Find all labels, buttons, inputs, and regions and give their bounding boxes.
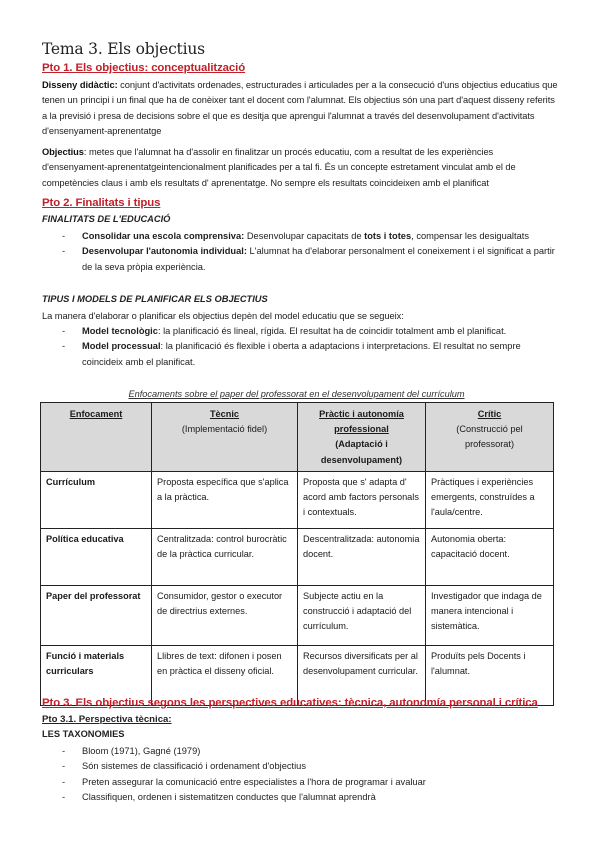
list-item	[62, 229, 562, 244]
table-cell: Proposta que s' adapta d' acord amb factors personals i contextuals.	[298, 471, 426, 528]
header-title: Enfocament	[69, 409, 123, 419]
header-subtitle: (Construcció pel professorat)	[456, 424, 523, 450]
list-item-text: Classifiquen, ordenen i sistematitzen conductes que l'alumnat aprendrà	[82, 791, 376, 802]
header-title: Pràctic i autonomía professional	[319, 409, 404, 435]
document-title: Tema 3. Els objectius	[42, 40, 205, 58]
list-item-text: Són sistemes de classificació i ordenament d'objectius	[82, 761, 306, 772]
header-title: Tècnic	[209, 409, 240, 419]
definition-disseny-didactic: conjunt d'activitats ordenades, estructurades i articulades per a la consecució d'uns objectius educatius que tenen un principi i un final que ha de conèixer tant el docent com l'alumnat. Els objectius són una part d'aquest disseny referits a la previsió i presa de decisions sobre el que es desitja que aprengui l'alumnat a través del desenvolupament d'activitats d'ensenyament-aprenentatge	[42, 80, 558, 136]
section-1-heading: Pto 1. Els objectius: conceptualització	[42, 62, 246, 74]
list-item	[62, 790, 562, 805]
table-header-row	[41, 403, 554, 472]
dash-bullet: -	[62, 746, 66, 756]
table-cell: Recursos diversificats per al desenvolupament curricular.	[298, 645, 426, 705]
dash-bullet: -	[62, 776, 66, 787]
table-cell: Descentralitzada: autonomia docent.	[298, 528, 426, 585]
list-item	[62, 324, 562, 339]
table-header-cell	[41, 403, 152, 472]
list-item-text: , compensar les desigualtats	[411, 231, 529, 241]
table-header-cell	[298, 403, 426, 472]
header-subtitle: (Adaptació i desenvolupament)	[320, 439, 403, 465]
definition-objectius: : metes que l'alumnat ha d'assolir en finalitzar un procés educatiu, com a resultat de les experiències d'ensenyament-aprenentatgeintencionalment planificades per a tal fi. És un concepte estretament vinculat amb el de competències claus i amb els resultats d' aprenentatge. No sempre els resultats coincideixen amb el planificat	[42, 147, 516, 188]
list-item	[62, 759, 562, 774]
tipus-intro: La manera d'elaborar o planificar els objectius depèn del model educatiu que se segueix:	[42, 311, 404, 321]
tipus-models-subheading: TIPUS I MODELS DE PLANIFICAR ELS OBJECTIUS	[42, 294, 268, 304]
term-objectius: Objectius	[42, 147, 84, 157]
table-row	[41, 528, 554, 585]
list-item	[62, 339, 562, 370]
table-cell: Centralitzada: control burocràtic de la pràctica curricular.	[152, 528, 298, 585]
section-3-heading: Pto 3. Els objectius segons les perspectives educatives: tècnica, autonomía personal i crítica	[42, 697, 538, 709]
finalitats-subheading: FINALITATS DE L'EDUCACIÓ	[42, 214, 171, 224]
table-header-cell	[152, 403, 298, 472]
header-subtitle: (Implementació fidel)	[181, 424, 268, 435]
taxonomies-subheading: LES TAXONOMIES	[42, 729, 125, 739]
list-item	[62, 244, 562, 275]
paragraph-disseny-didactic	[42, 78, 560, 139]
table-cell: Autonomia oberta: capacitació docent.	[426, 528, 554, 585]
table-caption: Enfocaments sobre el paper del professorat en el desenvolupament del currículum	[128, 389, 465, 399]
section-3-1-heading: Pto 3.1. Perspectiva tècnica:	[42, 714, 172, 725]
list-item	[62, 775, 562, 790]
list-item-term: Model tecnològic	[82, 326, 158, 336]
list-item-text: : la planificació és flexible i oberta a adaptacions i interpretacions. El resultat no sempre coincideix amb el planificat.	[82, 341, 521, 367]
finalitats-list	[62, 229, 562, 275]
table-cell: Consumidor, gestor o executor de directrius externes.	[152, 585, 298, 645]
taxonomies-list	[62, 744, 562, 805]
list-item-text: Desenvolupar capacitats de	[244, 231, 365, 241]
table-cell: Produïts pels Docents i l'alumnat.	[426, 645, 554, 705]
table-row	[41, 585, 554, 645]
list-item-term: Desenvolupar l'autonomia individual:	[82, 246, 247, 257]
table-cell: Subjecte actiu en la construcció i adaptació del currículum.	[298, 585, 426, 645]
dash-bullet: -	[62, 231, 66, 241]
list-item-term: Model processual	[82, 341, 161, 352]
list-item-text: Preten assegurar la comunicació entre especialistes a l'hora de programar i avaluar	[82, 776, 426, 787]
term-disseny-didactic: Disseny didàctic:	[42, 80, 118, 90]
list-item-text: L'alumnat ha d'elaborar personalment el coneixement i el significat a partir de la seva pròpia experiència.	[82, 246, 555, 272]
list-item-text: : la planificació és lineal, rígida. El resultat ha de coincidir totalment amb el planificat.	[157, 326, 507, 336]
row-label: Paper del professorat	[41, 585, 152, 645]
models-list	[62, 324, 562, 370]
enfocaments-table	[40, 402, 554, 706]
dash-bullet: -	[62, 761, 66, 772]
table-row	[41, 471, 554, 528]
paragraph-objectius	[42, 145, 560, 191]
row-label: Política educativa	[41, 528, 152, 585]
list-item-term: Consolidar una escola comprensiva:	[82, 231, 245, 241]
list-item-emphasis: tots i totes	[364, 231, 412, 241]
table-header-cell	[426, 403, 554, 472]
header-title: Crític	[477, 409, 502, 419]
dash-bullet: -	[62, 326, 66, 336]
dash-bullet: -	[62, 791, 66, 802]
list-item-text: Bloom (1971), Gagné (1979)	[82, 746, 201, 756]
table-cell: Investigador que indaga de manera intencional i sistemàtica.	[426, 585, 554, 645]
dash-bullet: -	[62, 246, 66, 257]
row-label: Currículum	[41, 471, 152, 528]
row-label: Funció i materials curriculars	[41, 645, 152, 705]
list-item	[62, 744, 562, 759]
table-cell: Llibres de text: difonen i posen en pràctica el disseny oficial.	[152, 645, 298, 705]
section-2-heading: Pto 2. Finalitats i tipus	[42, 197, 161, 209]
table-cell: Pràctiques i experiències emergents, construïdes a l'aula/centre.	[426, 471, 554, 528]
table-cell: Proposta específica que s'aplica a la pràctica.	[152, 471, 298, 528]
dash-bullet: -	[62, 341, 66, 352]
